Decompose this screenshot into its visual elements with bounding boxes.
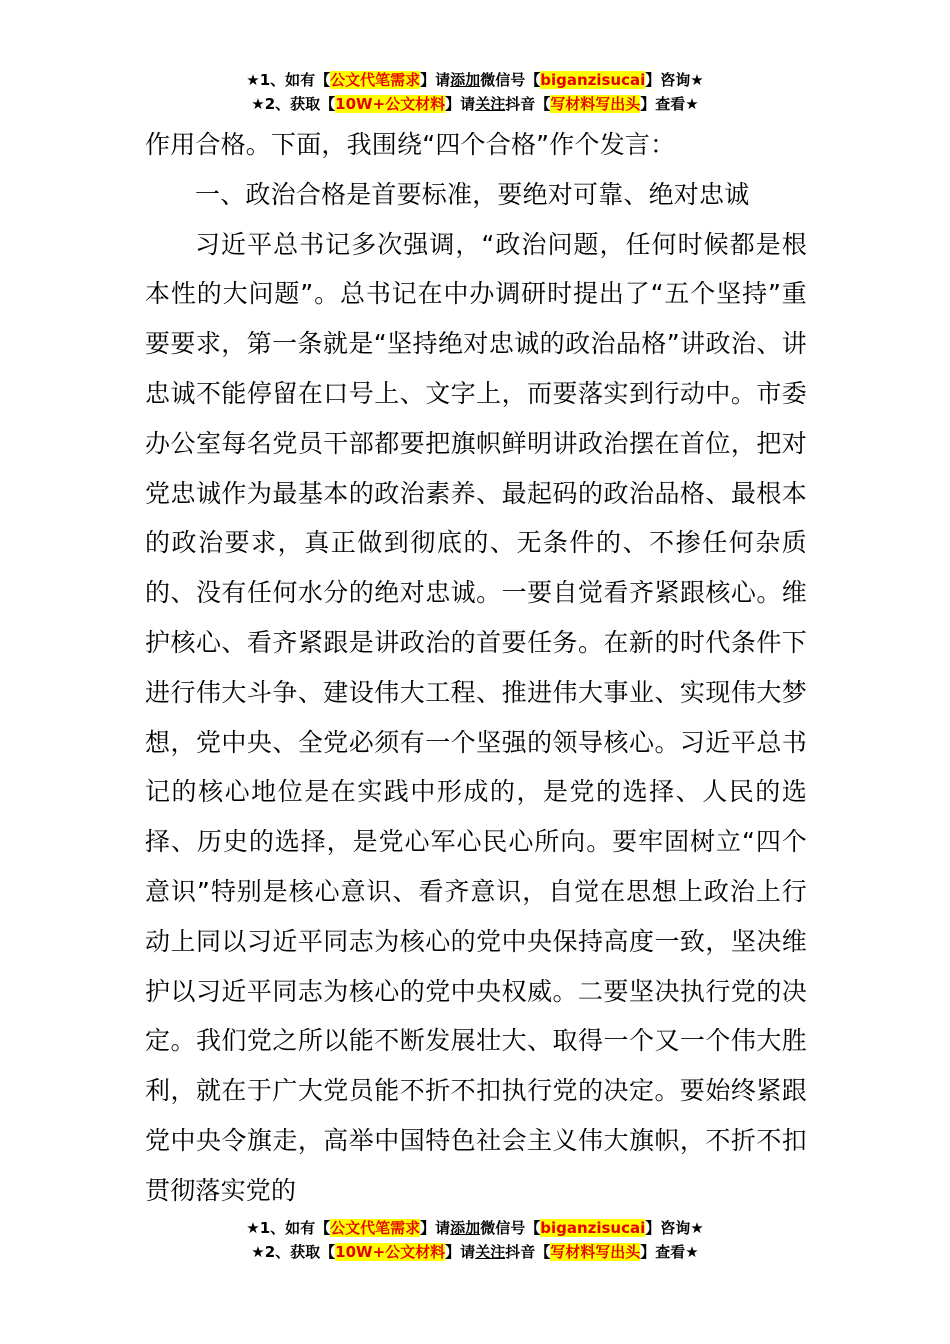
banner-text: 微信号【 (480, 71, 541, 89)
banner-text-underlined: 关注 (475, 1243, 506, 1261)
banner-line-2 (0, 1240, 950, 1264)
star-icon: ★ (685, 1243, 699, 1261)
star-icon: ★ (251, 95, 265, 113)
banner-text: 】查看 (640, 95, 686, 113)
highlight-wechat-id: biganzisucai (540, 1219, 646, 1237)
banner-text-underlined: 添加 (450, 71, 481, 89)
body-paragraph-continued: 作用合格。下面，我围绕“四个合格”作个发言： (145, 130, 676, 159)
highlight-service: 公文代笔需求 (330, 1219, 421, 1237)
star-icon: ★ (246, 1219, 260, 1237)
banner-text: 2、获取【 (264, 1243, 336, 1261)
banner-text: 】请 (420, 1219, 451, 1237)
highlight-materials: 10W+公文材料 (335, 1243, 446, 1261)
banner-text: 微信号【 (480, 1219, 541, 1237)
highlight-douyin-account: 写材料写出头 (550, 1243, 641, 1261)
banner-text: 抖音【 (505, 1243, 551, 1261)
banner-line-2 (0, 92, 950, 116)
banner-text: 】请 (445, 1243, 476, 1261)
highlight-wechat-id: biganzisucai (540, 71, 646, 89)
banner-text: 1、如有【 (259, 71, 331, 89)
star-icon: ★ (251, 1243, 265, 1261)
banner-line-1 (0, 68, 950, 92)
document-body (145, 120, 807, 1216)
highlight-service: 公文代笔需求 (330, 71, 421, 89)
body-paragraph: 习近平总书记多次强调，“政治问题，任何时候都是根本性的大问题”。总书记在中办调研时提出了“五个坚持”重要要求，第一条就是“坚持绝对忠诚的政治品格”讲政治、讲忠诚不能停留在口号上、文字上，而要落实到行动中。市委办公室每名党员干部都要把旗帜鲜明讲政治摆在首位，把对党忠诚作为最基本的政治素养、最起码的政治品格、最根本的政治要求，真正做到彻底的、无条件的、不掺任何杂质的、没有任何水分的绝对忠诚。一要自觉看齐紧跟核心。维护核心、看齐紧跟是讲政治的首要任务。在新的时代条件下进行伟大斗争、建设伟大工程、推进伟大事业、实现伟大梦想，党中央、全党必须有一个坚强的领导核心。习近平总书记的核心地位是在实践中形成的，是党的选择、人民的选择、历史的选择，是党心军心民心所向。要牢固树立“四个意识”特别是核心意识、看齐意识，自觉在思想上政治上行动上同以习近平同志为核心的党中央保持高度一致，坚决维护以习近平同志为核心的党中央权威。二要坚决执行党的决定。我们党之所以能不断发展壮大、取得一个又一个伟大胜利，就在于广大党员能不折不扣执行党的决定。要始终紧跟党中央令旗走，高举中国特色社会主义伟大旗帜，不折不扣贯彻落实党的 (145, 229, 807, 1205)
banner-text: 】查看 (640, 1243, 686, 1261)
banner-line-1 (0, 1216, 950, 1240)
footer-banner (0, 1216, 950, 1264)
banner-text: 】请 (420, 71, 451, 89)
banner-text-underlined: 添加 (450, 1219, 481, 1237)
star-icon: ★ (246, 71, 260, 89)
highlight-materials: 10W+公文材料 (335, 95, 446, 113)
star-icon: ★ (690, 1219, 704, 1237)
banner-text: 】咨询 (645, 1219, 691, 1237)
banner-text: 1、如有【 (259, 1219, 331, 1237)
banner-text: 】咨询 (645, 71, 691, 89)
star-icon: ★ (690, 71, 704, 89)
banner-text: 】请 (445, 95, 476, 113)
banner-text: 2、获取【 (264, 95, 336, 113)
section-heading: 一、政治合格是首要标准，要绝对可靠、绝对忠诚 (195, 179, 750, 209)
highlight-douyin-account: 写材料写出头 (550, 95, 641, 113)
banner-text-underlined: 关注 (475, 95, 506, 113)
star-icon: ★ (685, 95, 699, 113)
header-banner (0, 68, 950, 116)
banner-text: 抖音【 (505, 95, 551, 113)
